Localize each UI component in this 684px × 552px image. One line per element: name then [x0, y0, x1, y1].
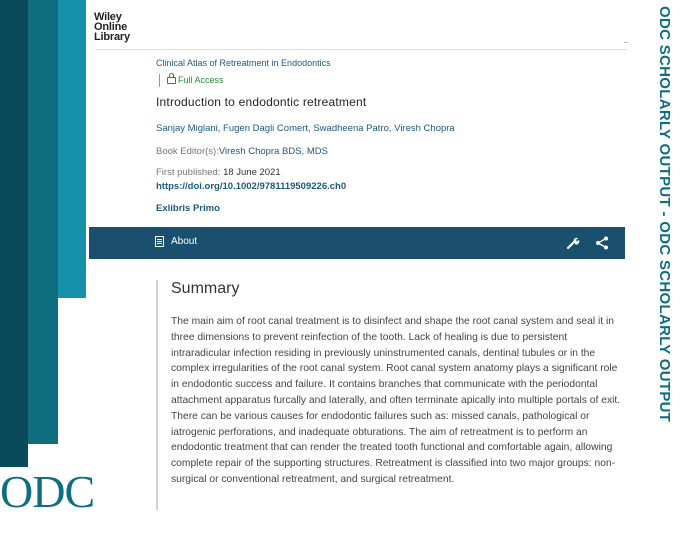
header-divider [95, 49, 627, 50]
first-published [156, 167, 281, 178]
odc-logo: ODC [0, 466, 95, 517]
first-published-label: First published: [156, 167, 221, 178]
document-icon [155, 236, 164, 247]
logo-line-3: Library [94, 31, 130, 43]
decorative-bar-mid [28, 0, 58, 444]
summary-abstract-text: The main aim of root canal treatment is to disinfect and shape the root canal system and seal it in three dimensions to prevent reinfection of the tooth. Lack of healing is due to persistent intraradicular infection residing in previously uninstrumented canals, dentinal tubules or in the complex irregularities of the root canal system. Root canal system anatomy plays a significant role in endodontic success and failure. It contains branches that communicate with the periodontal attachment apparatus furcally and laterally, and often terminate apically into multiple portals of exit. There can be various causes for endodontic failures such as: missed canals, pathological or iatrogenic perforations, and inadequate obturations. The aim of retreatment is to perform an endodontic treatment that can render the treated tooth functional and comfortable again, allowing complete repair of the supporting structures. Retreatment is classified into two major groups: non-surgical or conventional retreatment, and surgical retreatment. [171, 316, 621, 485]
logo-line-2: Online [94, 21, 128, 33]
share-button[interactable] [594, 235, 610, 251]
summary-heading: Summary [171, 280, 240, 297]
decorative-bar-dark [0, 0, 28, 467]
wrench-icon [565, 235, 581, 251]
exlibris-primo-link[interactable]: Exlibris Primo [156, 203, 220, 214]
full-access-label: Full Access [178, 75, 224, 85]
unlock-icon [167, 77, 176, 84]
about-label: About [171, 236, 198, 247]
access-divider [159, 74, 160, 87]
chapter-title: Introduction to endodontic retreatment [156, 95, 367, 109]
summary-left-rule [156, 280, 158, 510]
doi-link[interactable]: https://doi.org/10.1002/9781119509226.ch0 [156, 181, 347, 192]
full-access-badge [167, 75, 224, 85]
first-published-date: 18 June 2021 [223, 167, 281, 178]
share-icon [594, 235, 610, 251]
book-editor-link[interactable]: Viresh Chopra BDS, MDS [218, 146, 328, 157]
header-divider-tick [624, 42, 628, 43]
book-editors-label: Book Editor(s): [156, 146, 219, 157]
tools-button[interactable] [565, 235, 581, 251]
about-button[interactable] [155, 236, 197, 247]
author-list[interactable]: Sanjay Miglani, Fugen Dagli Comert, Swadheena Patro, Viresh Chopra [156, 123, 455, 134]
vertical-watermark-text: ODC SCHOLARLY OUTPUT - ODC SCHOLARLY OUTPUT [656, 6, 673, 423]
article-toolbar [89, 227, 625, 259]
book-editors [156, 146, 328, 157]
book-title-link[interactable]: Clinical Atlas of Retreatment in Endodontics [156, 58, 331, 68]
wiley-online-library-logo[interactable] [94, 12, 130, 42]
decorative-bar-light [58, 0, 86, 298]
logo-line-1: Wiley [94, 11, 122, 23]
